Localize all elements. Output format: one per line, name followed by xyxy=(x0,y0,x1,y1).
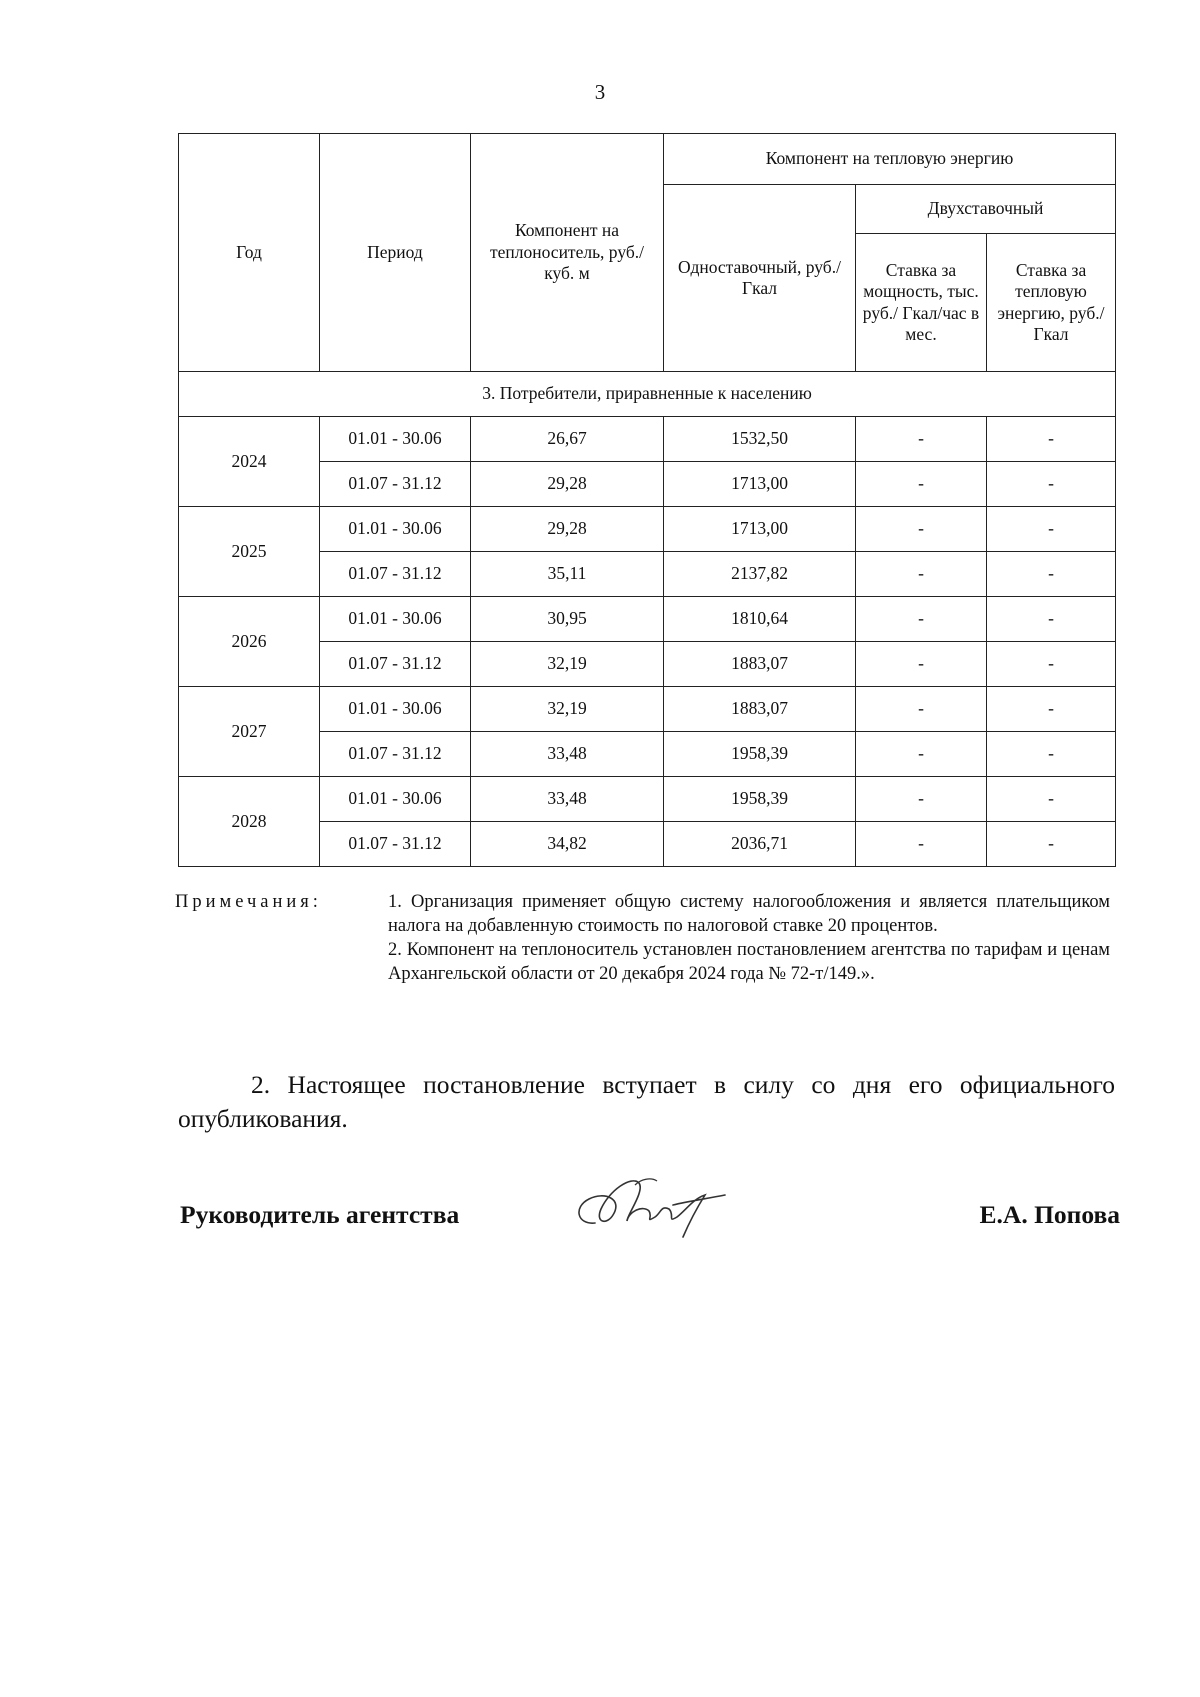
cell-capacity-rate: - xyxy=(856,552,987,597)
page-number: 3 xyxy=(594,80,606,104)
cell-carrier: 33,48 xyxy=(471,777,664,822)
notes-label: Примечания: xyxy=(175,892,322,912)
cell-carrier: 29,28 xyxy=(471,507,664,552)
cell-period: 01.01 - 30.06 xyxy=(320,687,471,732)
table-row xyxy=(179,777,1116,822)
cell-carrier: 34,82 xyxy=(471,822,664,867)
section-title: 3. Потребители, приравненные к населению xyxy=(179,372,1116,417)
table-row xyxy=(179,417,1116,462)
cell-carrier: 35,11 xyxy=(471,552,664,597)
table-row xyxy=(179,642,1116,687)
cell-period: 01.01 - 30.06 xyxy=(320,777,471,822)
cell-single-rate: 2137,82 xyxy=(664,552,856,597)
cell-single-rate: 1810,64 xyxy=(664,597,856,642)
cell-capacity-rate: - xyxy=(856,417,987,462)
cell-single-rate: 1713,00 xyxy=(664,507,856,552)
cell-year: 2026 xyxy=(179,597,320,687)
cell-single-rate: 1713,00 xyxy=(664,462,856,507)
cell-energy-rate: - xyxy=(987,687,1116,732)
table-row xyxy=(179,507,1116,552)
note-item: 2. Компонент на теплоноситель установлен постановлением агентства по тарифам и ценам Архангельской области от 20 декабря 2024 года № 72-т/149.». xyxy=(388,940,1110,985)
cell-period: 01.07 - 31.12 xyxy=(320,732,471,777)
cell-year: 2027 xyxy=(179,687,320,777)
header-capacity-rate: Ставка за мощность, тыс. руб./ Гкал/час в мес. xyxy=(856,234,987,372)
signatory-name: Е.А. Попова xyxy=(979,1200,1120,1229)
header-year: Год xyxy=(179,134,320,372)
cell-carrier: 30,95 xyxy=(471,597,664,642)
cell-single-rate: 1532,50 xyxy=(664,417,856,462)
cell-capacity-rate: - xyxy=(856,822,987,867)
cell-energy-rate: - xyxy=(987,822,1116,867)
cell-energy-rate: - xyxy=(987,552,1116,597)
cell-energy-rate: - xyxy=(987,777,1116,822)
signatory-title: Руководитель агентства xyxy=(180,1200,460,1229)
cell-period: 01.07 - 31.12 xyxy=(320,822,471,867)
cell-year: 2024 xyxy=(179,417,320,507)
tariff-table xyxy=(178,133,1116,867)
cell-carrier: 29,28 xyxy=(471,462,664,507)
cell-energy-rate: - xyxy=(987,642,1116,687)
header-period: Период xyxy=(320,134,471,372)
cell-single-rate: 1958,39 xyxy=(664,732,856,777)
table-row xyxy=(179,687,1116,732)
cell-capacity-rate: - xyxy=(856,642,987,687)
cell-carrier: 26,67 xyxy=(471,417,664,462)
effective-clause: 2. Настоящее постановление вступает в силу со дня его официального опубликования. xyxy=(178,1070,1115,1134)
cell-energy-rate: - xyxy=(987,597,1116,642)
cell-capacity-rate: - xyxy=(856,597,987,642)
cell-year: 2028 xyxy=(179,777,320,867)
table-row xyxy=(179,462,1116,507)
cell-capacity-rate: - xyxy=(856,777,987,822)
header-energy-component: Компонент на тепловую энергию xyxy=(664,134,1116,185)
cell-period: 01.07 - 31.12 xyxy=(320,462,471,507)
note-item: 1. Организация применяет общую систему налогообложения и является плательщиком налога на добавленную стоимость по налоговой ставке 20 процентов. xyxy=(388,892,1110,937)
cell-period: 01.01 - 30.06 xyxy=(320,507,471,552)
cell-capacity-rate: - xyxy=(856,732,987,777)
table-row xyxy=(179,552,1116,597)
cell-capacity-rate: - xyxy=(856,507,987,552)
cell-carrier: 32,19 xyxy=(471,642,664,687)
cell-carrier: 33,48 xyxy=(471,732,664,777)
cell-period: 01.07 - 31.12 xyxy=(320,642,471,687)
header-two-rate: Двухставочный xyxy=(856,185,1116,234)
header-single-rate: Одноставочный, руб./Гкал xyxy=(664,185,856,372)
cell-energy-rate: - xyxy=(987,417,1116,462)
cell-capacity-rate: - xyxy=(856,687,987,732)
cell-period: 01.01 - 30.06 xyxy=(320,597,471,642)
cell-single-rate: 1883,07 xyxy=(664,687,856,732)
table-row xyxy=(179,732,1116,777)
signature xyxy=(565,1165,745,1245)
cell-carrier: 32,19 xyxy=(471,687,664,732)
cell-period: 01.07 - 31.12 xyxy=(320,552,471,597)
cell-capacity-rate: - xyxy=(856,462,987,507)
cell-single-rate: 1958,39 xyxy=(664,777,856,822)
cell-single-rate: 2036,71 xyxy=(664,822,856,867)
cell-year: 2025 xyxy=(179,507,320,597)
notes-body xyxy=(388,890,1110,986)
cell-energy-rate: - xyxy=(987,732,1116,777)
table-row xyxy=(179,822,1116,867)
cell-energy-rate: - xyxy=(987,462,1116,507)
cell-single-rate: 1883,07 xyxy=(664,642,856,687)
header-energy-rate: Ставка за тепловую энергию, руб./Гкал xyxy=(987,234,1116,372)
table-row xyxy=(179,597,1116,642)
header-carrier-component: Компонент на теплоноситель, руб./куб. м xyxy=(471,134,664,372)
cell-period: 01.01 - 30.06 xyxy=(320,417,471,462)
cell-energy-rate: - xyxy=(987,507,1116,552)
